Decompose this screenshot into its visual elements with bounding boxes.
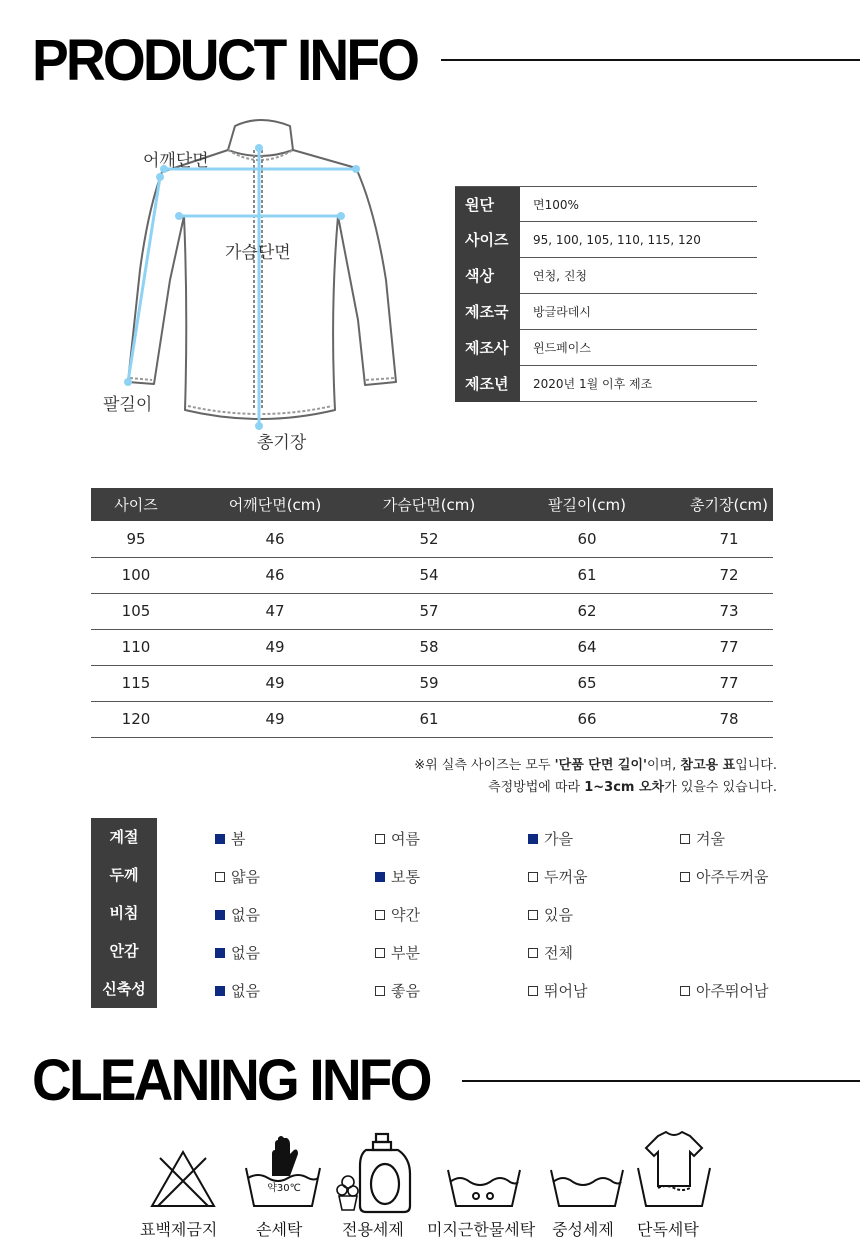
cell: 49 xyxy=(181,629,369,665)
note-text: 이며, xyxy=(647,758,681,773)
spec-value: 방글라데시 xyxy=(533,305,591,319)
header-sleeve: 팔길이(cm) xyxy=(489,488,685,521)
cell: 72 xyxy=(685,557,773,593)
unchecked-checkbox xyxy=(680,986,690,996)
cleaning-label-neutral: 중성세제 xyxy=(552,1220,614,1239)
spec-label: 제조년월 xyxy=(455,366,520,402)
cell: 73 xyxy=(685,593,773,629)
option-label: 없음 xyxy=(231,982,260,1000)
cleaning-label-lukewarm: 미지근한물세탁 xyxy=(427,1220,536,1239)
cleaning-label-separate: 단독세탁 xyxy=(637,1220,699,1239)
cell: 65 xyxy=(489,665,685,701)
option xyxy=(528,942,573,963)
option-label: 부분 xyxy=(391,944,420,962)
separate-wash-icon xyxy=(636,1128,712,1212)
size-table xyxy=(91,488,773,738)
cell: 115 xyxy=(91,665,181,701)
cell: 46 xyxy=(181,557,369,593)
spec-label: 제조국 xyxy=(455,294,520,330)
table-row xyxy=(91,521,773,557)
label-chest: 가슴단면 xyxy=(225,243,291,263)
option xyxy=(680,828,725,849)
cell: 78 xyxy=(685,701,773,737)
option xyxy=(215,866,260,887)
option-label: 보통 xyxy=(391,868,420,886)
cell: 49 xyxy=(181,665,369,701)
option xyxy=(375,942,420,963)
measurement-note-1 xyxy=(414,754,777,773)
option-label: 없음 xyxy=(231,906,260,924)
option-label: 약간 xyxy=(391,906,420,924)
spec-value: 면100% xyxy=(533,198,579,212)
header-size: 사이즈 xyxy=(91,488,181,521)
cell: 64 xyxy=(489,629,685,665)
option-label: 여름 xyxy=(391,830,420,848)
size-table-header xyxy=(91,488,773,521)
attr-label-season: 계절 xyxy=(91,818,157,856)
option-label: 아주뛰어남 xyxy=(696,982,769,1000)
option xyxy=(528,980,587,1001)
note-text: 가 있을수 있습니다. xyxy=(664,780,777,795)
option xyxy=(375,828,420,849)
cell: 49 xyxy=(181,701,369,737)
no-bleach-icon xyxy=(148,1130,218,1210)
checked-checkbox xyxy=(215,948,225,958)
option-label: 뛰어남 xyxy=(544,982,588,1000)
option-label: 좋음 xyxy=(391,982,420,1000)
product-title-rule xyxy=(441,59,860,61)
unchecked-checkbox xyxy=(375,910,385,920)
cell: 58 xyxy=(369,629,489,665)
option-label: 있음 xyxy=(544,906,573,924)
option-label: 얇음 xyxy=(231,868,260,886)
option-label: 겨울 xyxy=(696,830,725,848)
option xyxy=(215,828,246,849)
table-row xyxy=(91,629,773,665)
attr-label-thickness: 두께 xyxy=(91,856,157,894)
attr-label-sheerness: 비침 xyxy=(91,894,157,932)
spec-row xyxy=(455,222,757,258)
checked-checkbox xyxy=(215,834,225,844)
cell: 66 xyxy=(489,701,685,737)
unchecked-checkbox xyxy=(215,872,225,882)
note-text: 측정방법에 따라 xyxy=(488,780,585,795)
unchecked-checkbox xyxy=(528,986,538,996)
spec-value: 윈드페이스 xyxy=(533,341,591,355)
option xyxy=(528,828,573,849)
spec-value: 2020년 1월 이후 제조 xyxy=(533,377,653,391)
option xyxy=(215,942,260,963)
option xyxy=(528,904,573,925)
option-label: 전체 xyxy=(544,944,573,962)
note-emphasis: 참고용 표 xyxy=(680,758,736,773)
cell: 61 xyxy=(369,701,489,737)
unchecked-checkbox xyxy=(528,872,538,882)
option xyxy=(375,980,420,1001)
detergent-icon xyxy=(336,1130,416,1214)
cell: 61 xyxy=(489,557,685,593)
unchecked-checkbox xyxy=(375,834,385,844)
cleaning-title-rule xyxy=(462,1080,860,1082)
option xyxy=(375,866,420,887)
neutral-detergent-icon xyxy=(549,1130,625,1210)
spec-value: 95, 100, 105, 110, 115, 120 xyxy=(533,233,701,247)
spec-value: 연청, 진청 xyxy=(533,269,587,283)
cell: 120 xyxy=(91,701,181,737)
option-label: 봄 xyxy=(231,830,246,848)
spec-label: 사이즈 xyxy=(455,222,520,258)
hand-wash-icon xyxy=(244,1130,322,1210)
note-text: ※위 실측 사이즈는 모두 xyxy=(414,758,555,773)
label-sleeve: 팔길이 xyxy=(103,395,153,415)
cell: 100 xyxy=(91,557,181,593)
option xyxy=(215,904,260,925)
cleaning-label-detergent: 전용세제 xyxy=(342,1220,404,1239)
table-row xyxy=(91,593,773,629)
spec-label: 원단 xyxy=(455,187,520,223)
unchecked-checkbox xyxy=(375,986,385,996)
note-emphasis: 1~3cm 오차 xyxy=(584,780,665,795)
table-row xyxy=(91,701,773,737)
cell: 47 xyxy=(181,593,369,629)
unchecked-checkbox xyxy=(375,948,385,958)
checked-checkbox xyxy=(215,986,225,996)
spec-row xyxy=(455,330,757,366)
spec-label: 제조사 xyxy=(455,330,520,366)
table-row xyxy=(91,665,773,701)
cleaning-label-hand-wash: 손세탁 xyxy=(256,1220,303,1239)
spec-row xyxy=(455,258,757,294)
spec-label: 색상 xyxy=(455,258,520,294)
cell: 105 xyxy=(91,593,181,629)
cell: 52 xyxy=(369,521,489,557)
cell: 77 xyxy=(685,629,773,665)
lukewarm-wash-icon xyxy=(446,1130,522,1210)
cell: 95 xyxy=(91,521,181,557)
cleaning-info-title: CLEANING INFO xyxy=(32,1048,430,1113)
note-emphasis: '단품 단면 길이' xyxy=(554,758,648,773)
option-label: 없음 xyxy=(231,944,260,962)
header-length: 총기장(cm) xyxy=(685,488,773,521)
checked-checkbox xyxy=(375,872,385,882)
wash-temperature: 약30℃ xyxy=(267,1183,301,1194)
note-text: 입니다. xyxy=(735,758,777,773)
spec-table xyxy=(455,186,757,429)
attr-label-stretch: 신축성 xyxy=(91,970,157,1008)
header-shoulder: 어깨단면(cm) xyxy=(181,488,369,521)
spec-row xyxy=(455,294,757,330)
table-row xyxy=(91,557,773,593)
checked-checkbox xyxy=(528,834,538,844)
option xyxy=(680,866,768,887)
option-label: 두꺼움 xyxy=(544,868,588,886)
option xyxy=(375,904,420,925)
option xyxy=(528,866,587,887)
cell: 77 xyxy=(685,665,773,701)
cell: 57 xyxy=(369,593,489,629)
unchecked-checkbox xyxy=(528,948,538,958)
product-info-title: PRODUCT INFO xyxy=(32,28,418,93)
label-length: 총기장 xyxy=(257,433,307,453)
cell: 110 xyxy=(91,629,181,665)
cleaning-label-no-bleach: 표백제금지 xyxy=(140,1220,218,1239)
cell: 54 xyxy=(369,557,489,593)
spec-row xyxy=(455,186,757,222)
measurement-note-2 xyxy=(488,776,777,795)
cell: 62 xyxy=(489,593,685,629)
cell: 46 xyxy=(181,521,369,557)
label-shoulder: 어깨단면 xyxy=(143,151,209,171)
cell: 60 xyxy=(489,521,685,557)
spec-row xyxy=(455,366,757,429)
option-label: 가을 xyxy=(544,830,573,848)
option xyxy=(680,980,768,1001)
attr-label-lining: 안감 xyxy=(91,932,157,970)
unchecked-checkbox xyxy=(528,910,538,920)
header-chest: 가슴단면(cm) xyxy=(369,488,489,521)
option-label: 아주두꺼움 xyxy=(696,868,769,886)
option xyxy=(215,980,260,1001)
cell: 59 xyxy=(369,665,489,701)
unchecked-checkbox xyxy=(680,872,690,882)
checked-checkbox xyxy=(215,910,225,920)
cell: 71 xyxy=(685,521,773,557)
unchecked-checkbox xyxy=(680,834,690,844)
